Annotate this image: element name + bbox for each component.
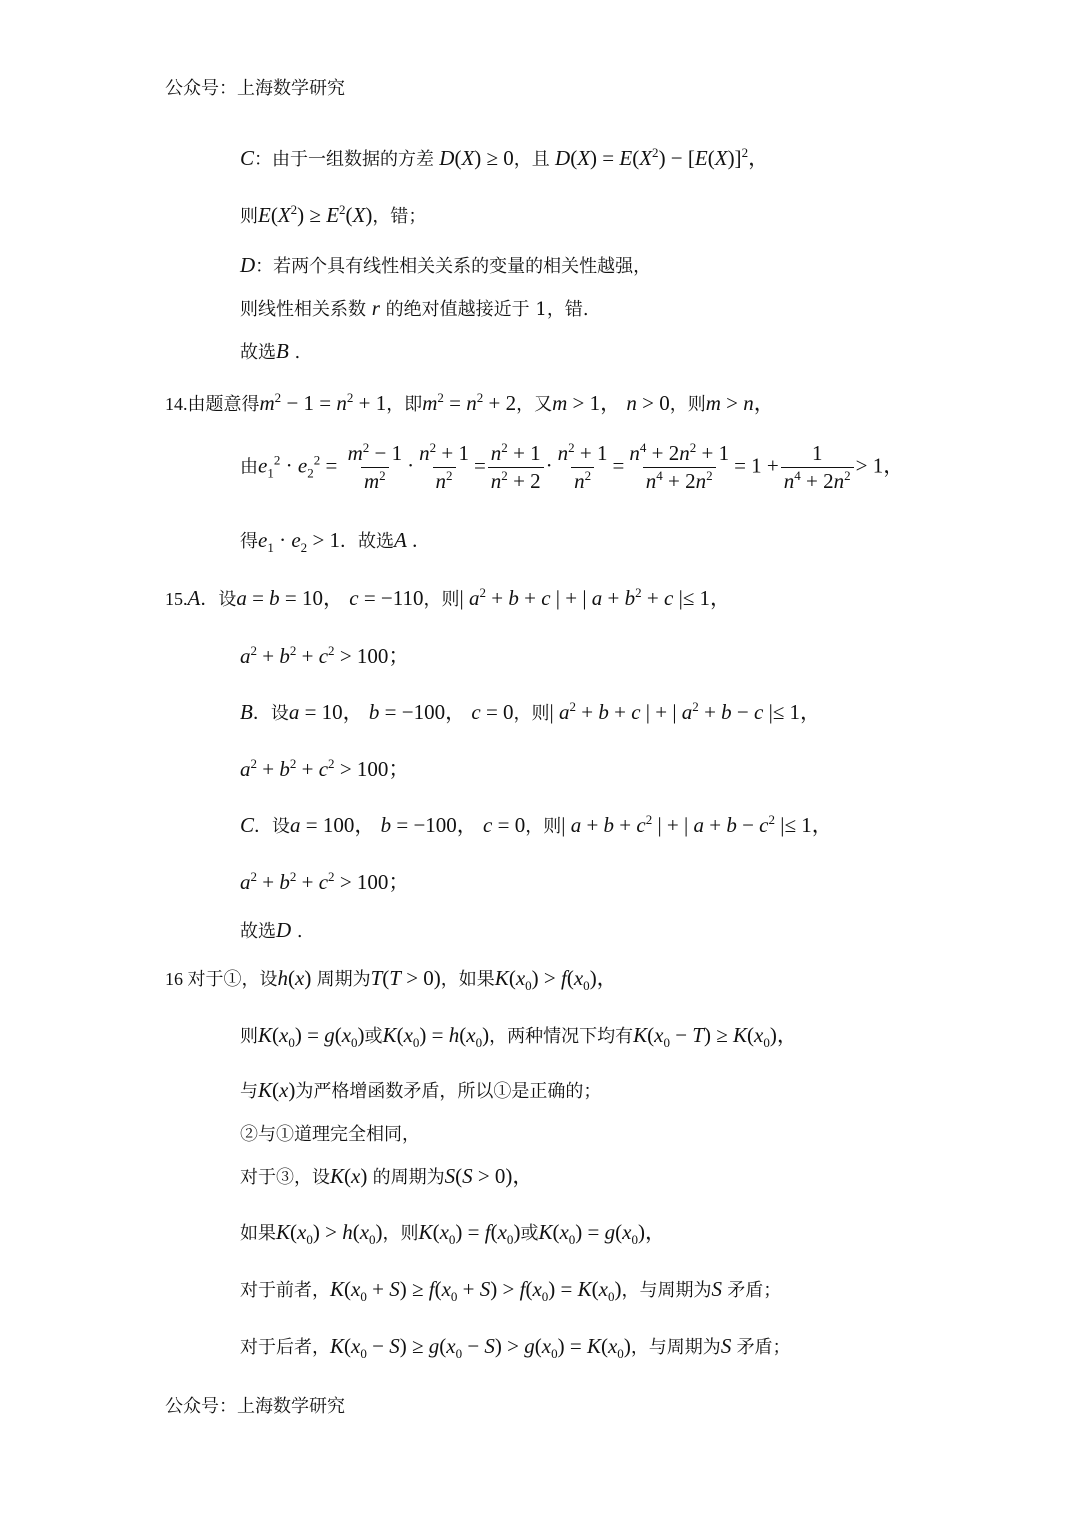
q15-line-b: B．设a = 10， b = −100， c = 0，则| $a^2 + b + c$ | + | $a^2 + b - c$ |≤ 1， <box>240 699 822 724</box>
q16-line1: 16 对于①，设h(x) 周期为T(T > 0)，如果$K(x_0) > f(x_0)$， <box>165 966 618 994</box>
q14-fraction-line: 由$e_1^2 \cdot e_2^2$ = $\frac{m^2 - 1}{m^2}$ · $\frac{n^2 + 1}{n^2}$ = $\frac{n^2 + 1}{n^2 + 2}$ · $\frac{n^2 + 1}{n^2}$ = $\frac{n^4 + 2n^2 + 1}{n^4 + 2n^2}$ = 1 + $\frac{1}{n^4 + 2n^2}$ > 1， <box>240 440 905 493</box>
q14-line1: 14.由题意得$m^2 - 1 = n^2 + 1$，即$m^2 = n^2 + 2$，又m > 1， n > 0，则m > n， <box>165 390 775 415</box>
select-b: 故选B . <box>240 339 301 363</box>
q15-ineq-c: $a^2 + b^2 + c^2 > 100$； <box>240 869 410 894</box>
q15-ineq-b: $a^2 + b^2 + c^2 > 100$； <box>240 756 410 781</box>
q15-select-d: 故选D . <box>240 918 303 942</box>
q16-line3: 与K(x)为严格增函数矛盾，所以①是正确的； <box>240 1078 602 1102</box>
option-d-line2: 则线性相关系数 r 的绝对值越接近于 1，错. <box>240 296 589 320</box>
q16-line2: 则$K(x_0) = g(x_0)$或$K(x_0) = h(x_0)$，两种情况下均有$K(x_0 - T) \ge K(x_0)$， <box>240 1023 798 1051</box>
option-c-line2: 则$E(X^2) \ge E^2(X)$，错； <box>240 202 427 227</box>
q15-line-c: C．设a = 100， b = −100， c = 0，则| $a + b + c^2$ | + | $a + b - c^2$ |≤ 1， <box>240 812 833 837</box>
option-d-line1: D：若两个具有线性相关关系的变量的相关性越强， <box>240 253 652 277</box>
header-label: 公众号：上海数学研究 <box>165 78 345 99</box>
q15-ineq-a: $a^2 + b^2 + c^2 > 100$； <box>240 643 410 668</box>
footer-label: 公众号：上海数学研究 <box>165 1396 345 1417</box>
q15-line1: 15.A．设a = b = 10， c = −110，则| $a^2 + b + c$ | + | $a + b^2 + c$ |≤ 1， <box>165 585 732 610</box>
q16-line4: ②与①道理完全相同， <box>240 1124 420 1145</box>
q14-conclusion: 得$e_1 \cdot e_2 > 1$．故选A . <box>240 528 418 556</box>
q16-line7: 对于前者，$K(x_0 + S) \ge f(x_0 + S) > f(x_0) = K(x_0)$，与周期为S 矛盾； <box>240 1277 782 1305</box>
q16-line8: 对于后者，$K(x_0 - S) \ge g(x_0 - S) > g(x_0) = K(x_0)$，与周期为S 矛盾； <box>240 1334 791 1362</box>
q16-line5: 对于③，设K(x) 的周期为S(S > 0)， <box>240 1164 534 1188</box>
option-c-line1: C：由于一组数据的方差 D(X) ≥ 0，且 $D(X) = E(X^2) - [E(X)]^2$， <box>240 145 770 170</box>
q16-line6: 如果$K(x_0) > h(x_0)$，则$K(x_0) = f(x_0)$或$K(x_0) = g(x_0)$， <box>240 1220 666 1248</box>
